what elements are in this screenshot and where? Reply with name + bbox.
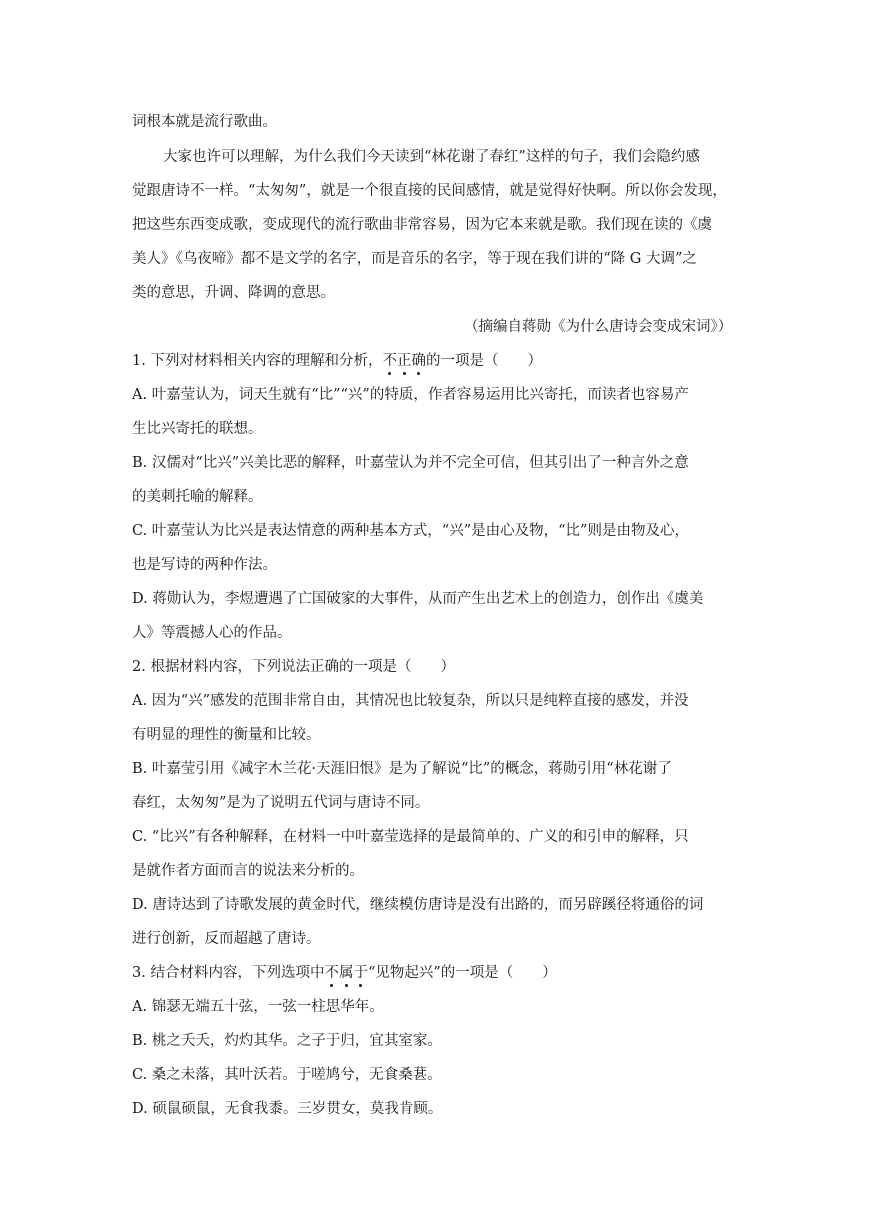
q2-option-c: C. “比兴”有各种解释，在材料一中叶嘉莹选择的是最简单的、广义的和引申的解释，只 [132, 829, 689, 845]
stem-text: “见物起兴”的一项是（ ） [367, 965, 557, 981]
q1-option-d-cont: 人》等震撼人心的作品。 [132, 625, 292, 641]
question-3-stem [132, 963, 557, 983]
stem-text: 1. 下列对材料相关内容的理解和分析， [132, 353, 383, 369]
q2-option-a-cont: 有明显的理性的衡量和比较。 [132, 727, 321, 743]
passage-line: 把这些东西变成歌，变成现代的流行歌曲非常容易，因为它本来就是歌。我们现在读的《虞 [132, 217, 712, 233]
q2-option-d: D. 唐诗达到了诗歌发展的黄金时代，继续模仿唐诗是没有出路的，而另辟蹊径将通俗的词 [132, 897, 704, 913]
emphasis-char: 属 [338, 965, 354, 981]
q3-option-d: D. 硕鼠硕鼠，无食我黍。三岁贯女，莫我肯顾。 [132, 1101, 443, 1117]
passage-line: 觉跟唐诗不一样。“太匆匆”，就是一个很直接的民间感情，就是觉得好快啊。所以你会发现， [132, 183, 727, 199]
q1-option-d: D. 蒋勋认为，李煜遭遇了亡国破家的大事件，从而产生出艺术上的创造力，创作出《虞美 [132, 591, 704, 607]
emphasis-char: 不 [324, 965, 339, 981]
question-2-stem: 2. 根据材料内容，下列说法正确的一项是（ ） [132, 659, 455, 675]
emphasis-char: 正 [396, 353, 412, 369]
q3-option-b: B. 桃之夭夭，灼灼其华。之子于归，宜其室家。 [132, 1033, 442, 1049]
q1-option-b-cont: 的美刺托喻的解释。 [132, 489, 263, 505]
stem-text: 3. 结合材料内容，下列选项中 [132, 965, 325, 981]
q1-option-a-cont: 生比兴寄托的联想。 [132, 421, 263, 437]
emphasis-char: 不 [382, 353, 397, 369]
q2-option-d-cont: 进行创新，反而超越了唐诗。 [132, 931, 321, 947]
q2-option-c-cont: 是就作者方面而言的说法来分析的。 [132, 863, 364, 879]
q3-option-a: A. 锦瑟无端五十弦，一弦一柱思华年。 [132, 999, 384, 1015]
q1-option-c: C. 叶嘉莹认为比兴是表达情意的两种基本方式，“兴”是由心及物，“比”则是由物及心， [132, 523, 689, 539]
q3-option-c: C. 桑之未落，其叶沃若。于嗟鸠兮，无食桑葚。 [132, 1067, 442, 1083]
passage-line: 词根本就是流行歌曲。 [132, 114, 277, 130]
emphasis-char: 于 [353, 965, 368, 981]
passage-line: 类的意思，升调、降调的意思。 [132, 285, 335, 301]
passage-line: 美人》《乌夜啼》都不是文学的名字，而是音乐的名字，等于现在我们讲的“降 G 大调”之 [132, 251, 697, 267]
passage-line: 大家也许可以理解，为什么我们今天读到“林花谢了春红”这样的句子，我们会隐约感 [163, 149, 700, 165]
question-1-stem [132, 351, 542, 371]
emphasis-char: 确 [411, 353, 426, 369]
q2-option-b: B. 叶嘉莹引用《减字木兰花·天涯旧恨》是为了解说“比”的概念，蒋勋引用“林花谢了 [132, 761, 672, 777]
q2-option-b-cont: 春红，太匆匆”是为了说明五代词与唐诗不同。 [132, 795, 430, 811]
q1-option-a: A. 叶嘉莹认为，词天生就有“比”“兴”的特质，作者容易运用比兴寄托，而读者也容易产 [132, 387, 689, 403]
q1-option-b: B. 汉儒对“比兴”兴美比恶的解释，叶嘉莹认为并不完全可信，但其引出了一种言外之意 [132, 455, 689, 471]
q1-option-c-cont: 也是写诗的两种作法。 [132, 557, 277, 573]
passage-source: （摘编自蒋勋《为什么唐诗会变成宋词》） [464, 319, 733, 335]
q2-option-a: A. 因为“兴”感发的范围非常自由，其情况也比较复杂，所以只是纯粹直接的感发，并没 [132, 693, 689, 709]
stem-text: 的一项是（ ） [425, 353, 542, 369]
